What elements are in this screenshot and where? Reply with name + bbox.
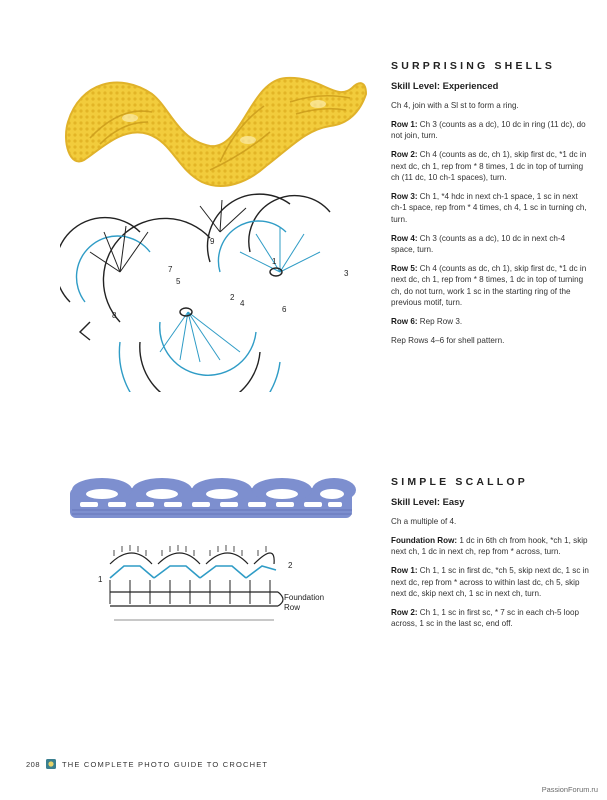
instruction-para: Row 1: Ch 1, 1 sc in first dc, *ch 5, skip next dc, 1 sc in next dc, rep from * across to within last dc, ch 5, skip next dc, skip next ch, 1 sc in next ch, turn. [391, 566, 589, 599]
instruction-para: Row 5: Ch 4 (counts as dc, ch 1), skip first dc, *1 dc in next dc, ch 1, rep from * 8 times, 1 dc in top of turning ch, do not turn, work 1 sc in the starting ring of the previous motif, turn. [391, 263, 587, 308]
book-logo-icon [46, 759, 56, 769]
diagram-label: 5 [176, 277, 181, 286]
simple-scallop-section [391, 476, 591, 637]
page-footer [26, 759, 268, 769]
section-title: SURPRISING SHELLS [391, 60, 556, 72]
diagram-label: 8 [112, 311, 117, 320]
instruction-para: Row 2: Ch 1, 1 sc in first sc, * 7 sc in each ch-5 loop across, 1 sc in the last sc, end off. [391, 607, 580, 629]
surprising-shells-stitch-diagram [60, 192, 360, 392]
instruction-para: Row 4: Ch 3 (counts as a dc), 10 dc in next ch-4 space, turn. [391, 233, 566, 255]
skill-level: Skill Level: Experienced [391, 80, 499, 91]
diagram-label: 3 [344, 269, 349, 278]
instruction-para: Row 1: Ch 3 (counts as a dc), 10 dc in ring (11 dc), do not join, turn. [391, 119, 586, 141]
surprising-shells-swatch-photo [60, 42, 372, 200]
skill-level: Skill Level: Easy [391, 496, 465, 507]
diagram-label: 1 [272, 257, 277, 266]
row-1-label: 1 [98, 575, 103, 584]
instruction-para: Ch 4, join with a Sl st to form a ring. [391, 101, 519, 110]
diagram-label: 4 [240, 299, 245, 308]
surprising-shells-section [391, 60, 591, 354]
instruction-para: Row 6: Rep Row 3. [391, 317, 463, 327]
diagram-label: 2 [230, 293, 235, 302]
site-watermark: PassionForum.ru [541, 785, 598, 794]
instruction-para: Ch a multiple of 4. [391, 517, 457, 526]
instruction-para: Rep Rows 4–6 for shell pattern. [391, 336, 505, 345]
section-title: SIMPLE SCALLOP [391, 476, 528, 488]
foundation-row-label: Foundation [284, 593, 325, 602]
diagram-label: 7 [168, 265, 173, 274]
foundation-row-label: Row [284, 603, 301, 612]
instruction-para: Row 3: Ch 1, *4 hdc in next ch-1 space, 1 sc in next ch-1 space, rep from * 4 times, ch 4, 1 sc in turning ch, turn. [391, 191, 587, 224]
instruction-para: Foundation Row: 1 dc in 6th ch from hook, *ch 1, skip next ch, 1 dc in next ch, rep from * across, turn. [391, 535, 588, 557]
row-2-label: 2 [288, 561, 293, 570]
instruction-para: Row 2: Ch 4 (counts as dc, ch 1), skip first dc, *1 dc in next dc, ch 1, rep from * 8 times, 1 dc in top of turning ch (11 dc, 10 ch-1 spaces), turn. [391, 150, 587, 183]
diagram-label: 6 [282, 305, 287, 314]
diagram-label: 9 [210, 237, 215, 246]
book-title: THE COMPLETE PHOTO GUIDE TO CROCHET [62, 759, 269, 769]
simple-scallop-stitch-diagram [96, 540, 336, 650]
simple-scallop-swatch-photo [66, 474, 356, 524]
page-number: 208 [26, 759, 41, 769]
